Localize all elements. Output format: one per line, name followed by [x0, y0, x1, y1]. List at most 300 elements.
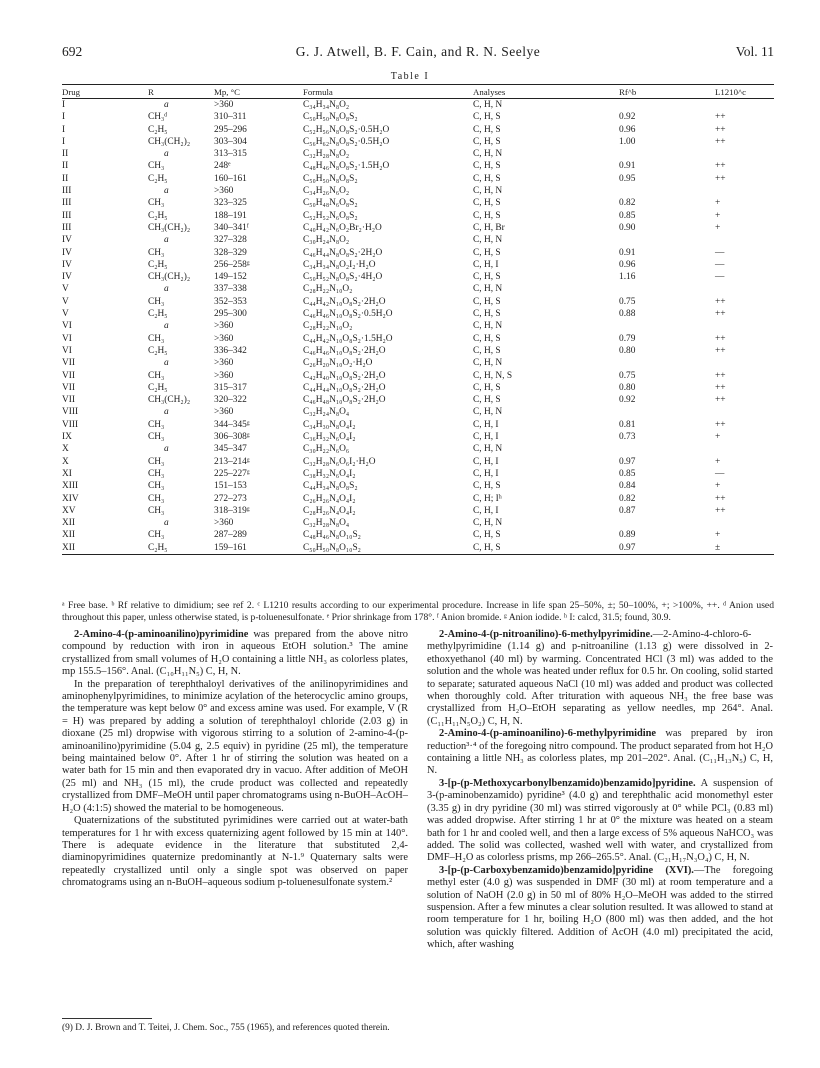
cell-formula: C₃₄H₃₀N₈O₄I₂ [303, 419, 356, 430]
cell-mp: 310–311 [214, 112, 247, 123]
cell-formula: C₂₆H₂₀N₁₀O₂·H₂O [303, 358, 373, 369]
compound-heading: 2-Amino-4-(p-nitroanilino)-6-methylpyrimidine. [439, 629, 653, 640]
table-row [62, 333, 774, 345]
cell-drug: XII [62, 542, 118, 555]
table-row [62, 308, 774, 320]
cell-l1210: ++ [715, 333, 726, 344]
cell-formula: C₂₆H₂₆N₄O₄I₂ [303, 493, 356, 504]
table-row [62, 370, 774, 382]
table-row [62, 345, 774, 357]
cell-l1210: ++ [715, 345, 726, 356]
cell-r: C₂H₅ [148, 259, 168, 270]
cell-drug: VII [62, 370, 76, 381]
cell-analyses: C, H, I [473, 419, 499, 430]
compound-table [62, 84, 774, 555]
cell-drug: XIII [62, 481, 79, 492]
cell-formula: C₃₄H₃₄N₈O₂I₂·H₂O [303, 259, 376, 270]
cell-analyses: C, H, S [473, 345, 501, 356]
cell-l1210: ± [667, 542, 774, 555]
cell-mp: 151–153 [214, 481, 247, 492]
cell-r: CH₃ [148, 247, 165, 258]
table-row [62, 505, 774, 517]
cell-drug: IV [62, 259, 72, 270]
cell-drug: XIV [62, 493, 79, 504]
cell-rf [589, 99, 667, 112]
cell-analyses: C, H, S [473, 173, 501, 184]
cell-mp: 159–161 [208, 542, 303, 555]
cell-r: CH₃(CH₂)₂ [148, 395, 191, 406]
cell-formula: C₅₀H₅₂N₈O₈S₂·4H₂O [303, 272, 383, 283]
cell-formula: C₄₈H₄₆N₈O₁₀S₂ [303, 530, 361, 541]
cell-analyses: C, H, S [473, 296, 501, 307]
table-header-row [62, 85, 774, 99]
cell-l1210: ++ [715, 370, 726, 381]
cell-analyses: C, H, S [473, 395, 501, 406]
cell-mp: 287–289 [214, 530, 247, 541]
cell-rf: 0.80 [619, 382, 636, 393]
cell-rf: 0.80 [619, 345, 636, 356]
cell-rf: 0.75 [619, 296, 636, 307]
cell-rf: 0.85 [619, 468, 636, 479]
cell-mp: 295–300 [214, 309, 247, 320]
cell-l1210: + [715, 530, 721, 541]
table-title: Table I [390, 71, 430, 82]
cell-l1210 [667, 320, 774, 332]
cell-rf [589, 185, 667, 197]
cell-r: CH₃ [148, 333, 165, 344]
table-row [62, 419, 774, 431]
cell-drug: XII [62, 518, 76, 529]
cell-l1210: ++ [715, 395, 726, 406]
cell-l1210 [667, 234, 774, 246]
compound-heading: 2-Amino-4-(p-aminoanilino)pyrimidine [74, 629, 249, 640]
cell-formula: C₃₂H₂₈N₈O₄ [303, 518, 350, 529]
running-head-authors: G. J. Atwell, B. F. Cain, and R. N. Seelye [295, 44, 541, 59]
column-header-formula: Formula [303, 85, 471, 99]
cell-rf: 0.92 [619, 395, 636, 406]
cell-drug: X [62, 444, 69, 455]
cell-rf [589, 148, 667, 160]
cell-drug: V [62, 284, 69, 295]
table-row [62, 296, 774, 308]
table-row [62, 271, 774, 283]
cell-l1210: ++ [715, 419, 726, 430]
cell-l1210: — [715, 247, 725, 258]
table-row [62, 160, 774, 172]
cell-mp: >360 [214, 370, 234, 381]
cell-drug: VIII [62, 407, 79, 418]
cell-analyses: C, H, N [473, 284, 503, 295]
cell-l1210: ++ [715, 136, 726, 147]
cell-r: CH₃ [148, 432, 165, 443]
cell-l1210: + [715, 456, 721, 467]
cell-l1210: ++ [715, 161, 726, 172]
cell-l1210: — [715, 272, 725, 283]
cell-rf: 0.82 [619, 493, 636, 504]
cell-r: CH₃ [148, 481, 165, 492]
cell-drug: II [62, 161, 69, 172]
cell-l1210: + [715, 432, 721, 443]
cell-l1210: ++ [715, 382, 726, 393]
cell-rf: 0.84 [619, 481, 636, 492]
paragraph [62, 629, 408, 679]
paragraph-text: A suspension of 3-(p-aminobenzamido) pyridine³ (4.0 g) and terephthalic acid monomethyl ester (3.35 g) in dry pyridine (30 ml) was stirred vigorously at 0° while PCl₃ (0.83 ml) was added dropwise. After stirring 1 hr at 0° the mixture was heated on a steam bath for 1 hr and cooled well, and then a large excess of 5% aqueous NaHCO₃ was added. The solid was collected, washed well with water, and crystallized from DMF–H₂O as colorless prisms, mp 266–265.5°. Anal. (C₂₁H₁₇N₃O₄) C, H, N. [427, 777, 773, 864]
cell-rf: 0.97 [589, 542, 667, 555]
cell-analyses: C, H, S [473, 124, 501, 135]
table-row [62, 234, 774, 246]
footnote-divider [62, 1018, 152, 1019]
cell-formula: C₄₈H₄₆N₈O₈S₂·1.5H₂O [303, 161, 390, 172]
volume-number: Vol. 11 [735, 44, 774, 59]
cell-drug: III [62, 210, 72, 221]
cell-r: CH₃ [148, 493, 165, 504]
cell-l1210: ++ [715, 493, 726, 504]
cell-analyses: C, H, N [473, 100, 503, 110]
table-row [62, 222, 774, 234]
column-header-analyses: Analyses [471, 85, 589, 99]
cell-rf: 0.75 [619, 370, 636, 381]
cell-r: a [164, 358, 169, 369]
cell-formula: C₃₂H₂₈N₈O₂ [303, 149, 350, 160]
cell-analyses: C, H, S [473, 382, 501, 393]
cell-formula: C₄₄H₃₄N₈O₈S₂ [303, 481, 358, 492]
cell-rf: 0.89 [619, 530, 636, 541]
cell-formula: C₅₂H₅₆N₈O₈S₂·0.5H₂O [303, 124, 390, 135]
cell-formula: C₄₄H₄₂N₁₀O₈S₂·1.5H₂O [303, 333, 393, 344]
cell-mp: 315–317 [214, 382, 247, 393]
cell-formula: C₃₂H₂₈N₆O₆I₂·H₂O [303, 456, 376, 467]
cell-r: CH₃ [148, 370, 165, 381]
cell-r: a [164, 186, 169, 197]
cell-drug: VIII [62, 419, 79, 430]
cell-analyses: C, H, S [473, 210, 501, 221]
cell-mp: 295–296 [214, 124, 247, 135]
cell-formula: C₂₈H₂₂N₁₀O₂ [303, 321, 353, 332]
cell-drug: II [62, 173, 69, 184]
cell-rf [589, 443, 667, 455]
cell-formula: C₄₆H₄₆N₁₀O₈S₂·2H₂O [303, 345, 386, 356]
cell-drug: X [62, 456, 69, 467]
cell-l1210: ++ [715, 173, 726, 184]
cell-drug: V [62, 296, 69, 307]
cell-drug: VI [62, 321, 72, 332]
cell-analyses: C, H, S [473, 198, 501, 209]
cell-analyses: C, H, Br [473, 222, 505, 233]
cell-mp: 345–347 [214, 444, 247, 455]
cell-mp: 160–161 [214, 173, 247, 184]
right-column [427, 629, 773, 952]
cell-mp: 323–325 [214, 198, 247, 209]
cell-mp: 352–353 [214, 296, 247, 307]
cell-l1210 [667, 283, 774, 295]
cell-r: CH₃ [148, 468, 165, 479]
table-row [62, 443, 774, 455]
cell-analyses: C, H, N [473, 149, 503, 160]
cell-mp: >360 [214, 518, 234, 529]
cell-drug: VI [62, 333, 72, 344]
cell-formula: C₅₂H₅₂N₆O₈S₂ [303, 210, 358, 221]
cell-analyses: C, H, I [473, 456, 499, 467]
cell-drug: I [62, 136, 66, 147]
cell-analyses: C, H, S [473, 136, 501, 147]
cell-formula: C₄₀H₄₂N₆O₂Br₂·H₂O [303, 222, 382, 233]
cell-rf: 0.81 [619, 419, 636, 430]
cell-drug: I [62, 100, 66, 110]
cell-mp: 213–214ᵍ [214, 456, 250, 467]
cell-rf: 0.87 [619, 505, 636, 516]
cell-r: CH₃(CH₂)₂ [148, 222, 191, 233]
table-row [62, 480, 774, 492]
cell-mp: >360 [214, 333, 234, 344]
cell-l1210 [667, 517, 774, 529]
cell-r: CH₃ [148, 419, 165, 430]
cell-drug: VII [62, 358, 76, 369]
paragraph [427, 728, 773, 778]
cell-mp: >360 [214, 100, 234, 110]
cell-rf: 0.96 [619, 259, 636, 270]
table-row [62, 542, 774, 555]
cell-formula: C₃₀H₂₂N₆O₆ [303, 444, 350, 455]
cell-l1210: ++ [715, 505, 726, 516]
cell-drug: XI [62, 468, 72, 479]
cell-mp: 272–273 [214, 493, 247, 504]
cell-mp: 303–304 [214, 136, 247, 147]
cell-drug: II [62, 149, 69, 160]
cell-analyses: C, H, N [473, 186, 503, 197]
cell-l1210: + [715, 222, 721, 233]
cell-analyses: C, H, I [473, 432, 499, 443]
cell-mp: >360 [214, 407, 234, 418]
cell-rf: 0.92 [619, 112, 636, 123]
column-header-r: R [118, 85, 208, 99]
cell-l1210 [667, 357, 774, 369]
table-row [62, 259, 774, 271]
cell-mp: >360 [214, 358, 234, 369]
column-header-l1210: L1210^c [667, 85, 774, 99]
cell-r: C₂H₅ [148, 173, 168, 184]
table-row [62, 136, 774, 148]
cell-l1210: — [715, 468, 725, 479]
cell-r: C₂H₅ [118, 542, 208, 555]
cell-analyses: C, H, S [473, 272, 501, 283]
table-row [62, 382, 774, 394]
cell-r: CH₃ [148, 161, 165, 172]
cell-mp: 225–227ᵍ [214, 468, 250, 479]
table-row [62, 517, 774, 529]
cell-rf [589, 357, 667, 369]
cell-drug: VI [62, 345, 72, 356]
cell-analyses: C, H, I [473, 505, 499, 516]
cell-l1210 [667, 443, 774, 455]
table-row [62, 210, 774, 222]
cell-rf: 0.90 [619, 222, 636, 233]
cell-rf [589, 406, 667, 418]
cell-drug: V [62, 309, 69, 320]
cell-l1210 [667, 99, 774, 112]
cell-drug: XII [62, 530, 76, 541]
cell-analyses: C, H; Iʰ [473, 493, 502, 504]
cell-rf [589, 320, 667, 332]
column-header-rf: Rf^b [589, 85, 667, 99]
cell-l1210: + [715, 198, 721, 209]
cell-r: CH₃(CH₂)₂ [148, 272, 191, 283]
cell-drug: XV [62, 505, 76, 516]
cell-r: a [164, 407, 169, 418]
cell-formula: C₄₆H₄₆N₁₀O₈S₂·0.5H₂O [303, 309, 393, 320]
cell-mp: 336–342 [214, 345, 247, 356]
cell-r: a [164, 100, 169, 110]
cell-formula: C₃₈H₃₂N₆O₄I₂ [303, 468, 356, 479]
cell-r: CH₃ [148, 505, 165, 516]
cell-r: CH₃ [148, 198, 165, 209]
table-row [62, 99, 774, 112]
cell-l1210 [667, 185, 774, 197]
cell-analyses: C, H, N [473, 358, 503, 369]
cell-drug: IX [62, 432, 72, 443]
cell-mp: 149–152 [214, 272, 247, 283]
cell-analyses: C, H, S [473, 530, 501, 541]
cell-formula: C₅₀H₅₀N₈O₁₀S₂ [303, 542, 471, 555]
table-footnotes: ᵃ Free base. ᵇ Rf relative to dimidium; see ref 2. ᶜ L1210 results according to our experimental procedure. Increase in life span 25–50%, ±; 50–100%, +; >100%, ++. ᵈ Anion used throughout this paper, unless otherwise stated, is p-toluenesulfonate. ᵉ Prior shrinkage from 178°. ᶠ Anion bromide. ᵍ Anion iodide. ʰ I: calcd, 31.5; found, 30.9. [62, 600, 774, 623]
paragraph-text: —2-Amino-4-chloro-6-methylpyrimidine (1.14 g) and p-nitroaniline (1.13 g) were dissolved in 2-ethoxyethanol (40 ml) by warming. Concentrated HCl (3 ml) was added to the solution and the whole was heated under reflux for 0.5 hr. On cooling, solid started to separate; saturated aqueous NaCl (10 ml) was added and product was collected when thoroughly cold. After trituration with aqueous NH₃ the free base was crystallized from H₂O–EtOH separating as yellow needles, mp 264°. Anal. (C₁₁H₁₁N₅O₂) C, H, N. [427, 629, 773, 727]
cell-mp: 344–345ᵍ [214, 419, 250, 430]
cell-r: a [164, 321, 169, 332]
cell-rf: 0.88 [619, 309, 636, 320]
cell-formula: C₃₆H₃₂N₆O₄I₂ [303, 432, 356, 443]
paragraph: In the preparation of terephthaloyl derivatives of the anilinopyrimidines and aminophenylpyrimidines, to minimize acylation of the heterocyclic amino groups, the temperature was kept below 0° and excess amine was used. For example, V (R = H) was prepared by adding a solution of terephthaloyl chloride (2.03 g) in dioxane (25 ml) dropwise with vigorous stirring to a solution of 2-amino-4-(p-aminoanilino)pyrimidine (5.04 g, 2.5 equiv) in pyridine (25 ml), the temperature being maintained below 0°. After 1 hr of stirring the solution was heated on a water bath for 15 min and then evaporated dry in vacuo. After addition of MeOH (25 ml) and NH₃ (15 ml), the crude product was collected and repeatedly crystallized from DMF–MeOH until paper chromatograms using n-BuOH–AcOH–H₂O (4:1:5) showed the material to be homogeneous. [62, 678, 408, 814]
cell-r: C₂H₅ [148, 382, 168, 393]
cell-rf [589, 517, 667, 529]
table-row [62, 283, 774, 295]
table-row [62, 394, 774, 406]
cell-drug: VII [62, 382, 76, 393]
cell-drug: IV [62, 235, 72, 246]
cell-l1210: — [715, 259, 725, 270]
table-row [62, 124, 774, 136]
paragraph-text: was prepared from the above nitro compound by reduction with iron in aqueous EtOH solution.³ The amine crystallized from small volumes of H₂O containing a little NH₃ as colorless plates, mp 155.5–156°. Anal. (C₁₀H₁₁N₅) C, H, N. [62, 629, 408, 678]
cell-drug: III [62, 186, 72, 197]
cell-mp: >360 [214, 186, 234, 197]
paragraph [427, 865, 773, 952]
cell-analyses: C, H, S [473, 333, 501, 344]
cell-analyses: C, H, N [473, 321, 503, 332]
cell-rf: 0.73 [619, 432, 636, 443]
compound-heading: 2-Amino-4-(p-aminoanilino)-6-methylpyrimidine [439, 728, 657, 740]
table-row [62, 148, 774, 160]
table-row [62, 185, 774, 197]
cell-l1210: + [715, 210, 721, 221]
cell-r: a [164, 235, 169, 246]
cell-drug: I [62, 124, 66, 135]
cell-mp: 248ᵉ [214, 161, 231, 172]
cell-formula: C₅₆H₆₂N₈O₈S₂·0.5H₂O [303, 136, 390, 147]
cell-r: C₂H₅ [148, 210, 168, 221]
cell-rf: 0.82 [619, 198, 636, 209]
cell-formula: C₃₄H₃₄N₈O₂ [303, 100, 350, 110]
cell-analyses: C, H, N, S [473, 370, 513, 381]
cell-analyses: C, H, N [473, 518, 503, 529]
cell-l1210: ++ [715, 112, 726, 123]
cell-formula: C₄₆H₄₈N₁₀O₈S₂·2H₂O [303, 395, 386, 406]
paragraph-text: —The foregoing methyl ester (4.0 g) was suspended in DMF (30 ml) at room temperature and a solution of NaOH (2.0 g) in 50 ml of 80% H₂O–MeOH was added to the stirred suspension. After a few minutes a clear solution resulted. It was allowed to stand at room temperature for 1 hr, boiling H₂O (800 ml) was then added, and the hot solution was quickly filtered. Addition of AcOH (4.0 ml) precipitated the acid, which, after washing [427, 864, 773, 951]
paragraph-text: was prepared by iron reduction³·⁴ of the foregoing nitro compound. The product separated from hot H₂O containing a little NH₃ as colorless plates, mp 201–202°. Anal. (C₁₁H₁₃N₅) C, H, N. [427, 728, 773, 777]
cell-rf: 0.96 [619, 124, 636, 135]
cell-analyses: C, H, S [473, 481, 501, 492]
cell-l1210 [667, 406, 774, 418]
cell-mp: >360 [214, 321, 234, 332]
cell-rf: 0.97 [619, 456, 636, 467]
cell-formula: C₅₀H₅₀N₈O₈S₂ [303, 112, 358, 123]
compound-heading: 3-[p-(p-Carboxybenzamido)benzamido]pyridine (XVI). [439, 864, 694, 876]
cell-r: C₂H₅ [148, 309, 168, 320]
cell-r: a [164, 444, 169, 455]
cell-rf: 0.95 [619, 173, 636, 184]
cell-formula: C₂₈H₂₆N₄O₄I₂ [303, 505, 356, 516]
cell-rf: 0.91 [619, 161, 636, 172]
cell-analyses: C, H, N [473, 235, 503, 246]
cell-l1210 [667, 148, 774, 160]
cell-drug: III [62, 222, 72, 233]
table-row [62, 173, 774, 185]
cell-formula: C₂₈H₂₂N₁₀O₂ [303, 284, 353, 295]
cell-mp: 337–338 [214, 284, 247, 295]
cell-mp: 256–258ᵍ [214, 259, 250, 270]
cell-mp: 306–308ᵍ [214, 432, 250, 443]
table-row [62, 357, 774, 369]
cell-l1210: + [715, 481, 721, 492]
cell-analyses: C, H, I [473, 468, 499, 479]
cell-analyses: C, H, N [473, 444, 503, 455]
running-head [62, 44, 774, 60]
left-column [62, 629, 408, 890]
paragraph [427, 778, 773, 865]
cell-analyses: C, H, S [473, 161, 501, 172]
table-row [62, 247, 774, 259]
table-row [62, 320, 774, 332]
paragraph [427, 629, 773, 728]
cell-r: CH₃ [148, 296, 165, 307]
cell-formula: C₃₄H₂₆N₆O₂ [303, 186, 350, 197]
cell-r: CH₃ [148, 530, 165, 541]
cell-r: a [164, 518, 169, 529]
cell-rf: 1.16 [619, 272, 636, 283]
cell-r: C₂H₅ [148, 124, 168, 135]
cell-r: C₂H₅ [148, 345, 168, 356]
column-header-drug: Drug [62, 85, 118, 99]
cell-drug: VII [62, 395, 76, 406]
cell-mp: 188–191 [214, 210, 247, 221]
cell-analyses: C, H, S [471, 542, 589, 555]
cell-r: a [164, 149, 169, 160]
cell-mp: 320–322 [214, 395, 247, 406]
cell-l1210: ++ [715, 296, 726, 307]
table-row [62, 197, 774, 209]
cell-formula: C₄₄H₄₄N₁₀O₈S₂·2H₂O [303, 382, 386, 393]
cell-analyses: C, H, S [473, 112, 501, 123]
cell-formula: C₄₂H₄₀N₁₀O₈S₂·2H₂O [303, 370, 386, 381]
cell-formula: C₄₆H₄₄N₈O₈S₂·2H₂O [303, 247, 383, 258]
cell-r: CH₃ [148, 456, 165, 467]
cell-mp: 313–315 [214, 149, 247, 160]
cell-drug: IV [62, 247, 72, 258]
cell-l1210: ++ [715, 309, 726, 320]
table-body [62, 99, 774, 555]
cell-mp: 318–319ᵍ [214, 505, 250, 516]
cell-formula: C₅₀H₅₀N₈O₈S₂ [303, 173, 358, 184]
table-row [62, 493, 774, 505]
cell-formula: C₄₄H₄₂N₁₀O₈S₂·2H₂O [303, 296, 386, 307]
cell-formula: C₅₀H₄₈N₆O₈S₂ [303, 198, 358, 209]
